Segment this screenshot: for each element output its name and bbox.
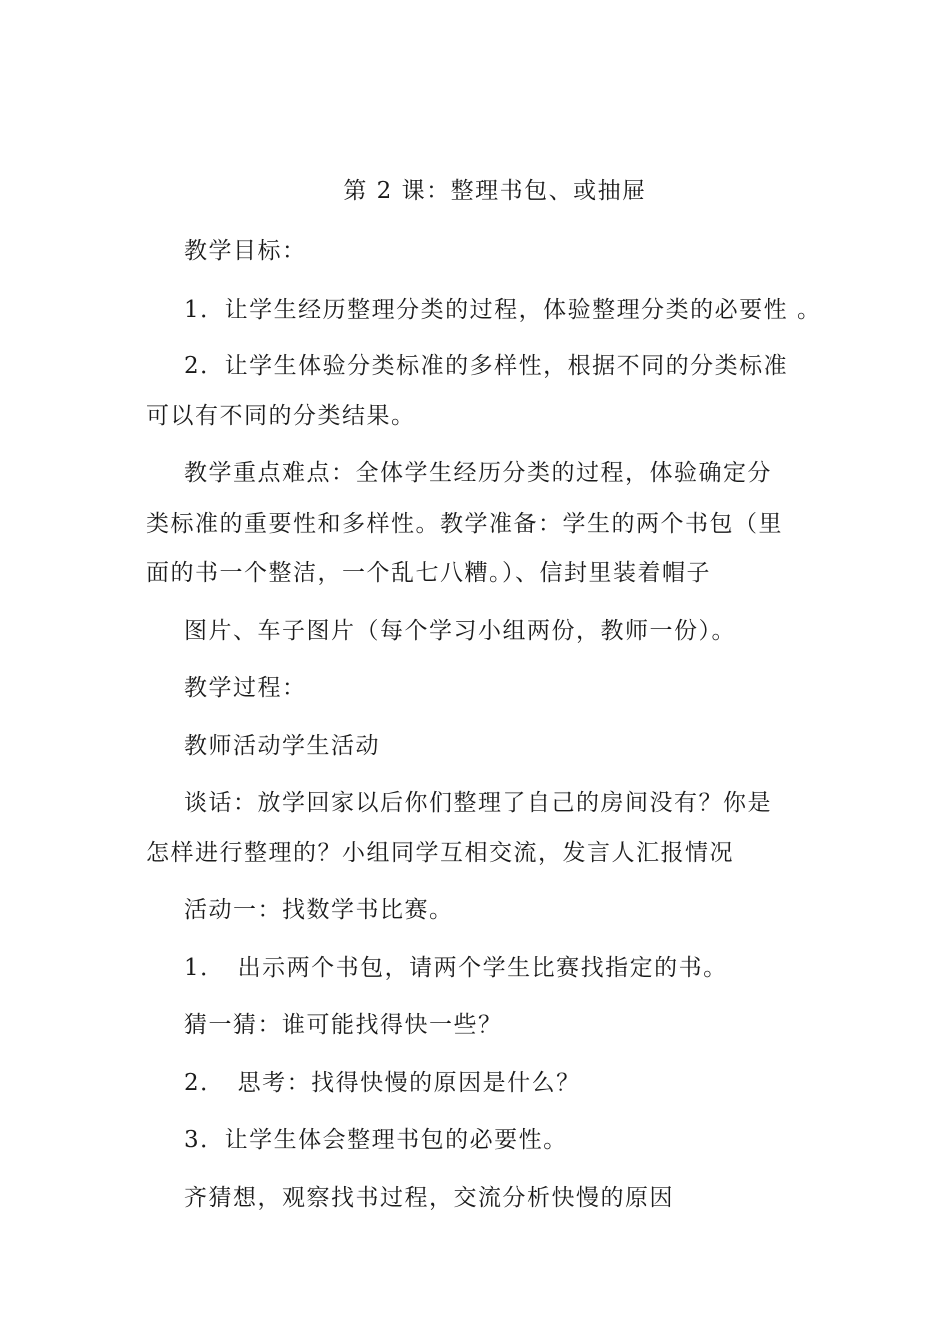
text-line: 教学目标： xyxy=(184,238,307,264)
text-line: 2．让学生体验分类标准的多样性，根据不同的分类标准 xyxy=(184,353,789,379)
text-line: 图片、车子图片（每个学习小组两份，教师一份）。 xyxy=(184,618,736,644)
text-line: 1． 出示两个书包，请两个学生比赛找指定的书。 xyxy=(184,955,728,981)
page-title: 第 2 课：整理书包、或抽屉 xyxy=(343,178,647,204)
text-line: 2． 思考：找得快慢的原因是什么？ xyxy=(184,1070,581,1096)
text-line: 怎样进行整理的？小组同学互相交流，发言人汇报情况 xyxy=(146,840,734,866)
text-line: 教学过程： xyxy=(184,675,307,701)
text-line: 教师活动学生活动 xyxy=(184,733,380,759)
text-line: 猜一猜：谁可能找得快一些？ xyxy=(184,1012,503,1038)
text-line: 齐猜想，观察找书过程，交流分析快慢的原因 xyxy=(184,1185,674,1211)
text-line: 谈话：放学回家以后你们整理了自己的房间没有？你是 xyxy=(184,790,772,816)
text-line: 面的书一个整洁，一个乱七八糟。）、信封里装着帽子 xyxy=(146,560,711,586)
text-line: 活动一：找数学书比赛。 xyxy=(184,897,454,923)
text-line: 1．让学生经历整理分类的过程，体验整理分类的必要性 。 xyxy=(184,297,822,323)
text-line: 类标准的重要性和多样性。教学准备：学生的两个书包（里 xyxy=(146,511,783,537)
text-line: 可以有不同的分类结果。 xyxy=(146,403,416,429)
text-line: 3．让学生体会整理书包的必要性。 xyxy=(184,1127,568,1153)
text-line: 教学重点难点：全体学生经历分类的过程，体验确定分 xyxy=(184,460,772,486)
